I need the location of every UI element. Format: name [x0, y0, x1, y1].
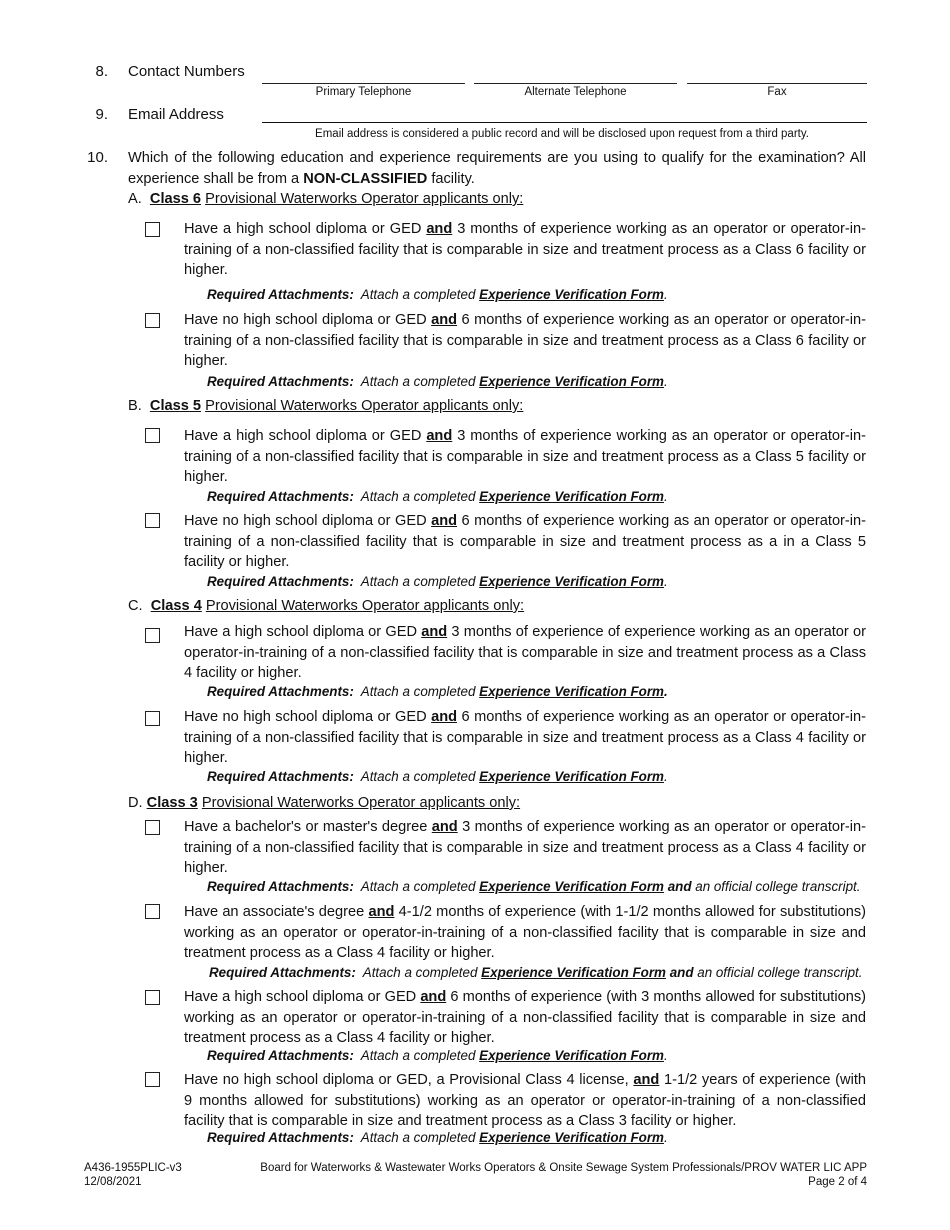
- option-d4-text: Have no high school diploma or GED, a Provisional Class 4 license, and 1-1/2 years of experience (with 9 months allowed for substitutions) working as an operator or operator-in-training of a non-classified facility that is comparable in size and treatment process as a Class 3 facility or higher.: [184, 1072, 866, 1129]
- email-public-record-note: Email address is considered a public record and will be disclosed upon request from a third party.: [315, 128, 809, 140]
- option-d4-checkbox[interactable]: [145, 1072, 160, 1087]
- section-b-heading: B. Class 5 Provisional Waterworks Operator applicants only:: [128, 398, 524, 414]
- item-number: 10.: [87, 149, 108, 166]
- option-d1-text: Have a bachelor's or master's degree and 3 months of experience working as an operator or operator-in-training of a non-classified facility that is comparable in size and treatment process as a Class 4 facility or higher.: [184, 819, 866, 876]
- option-c2-text: Have no high school diploma or GED and 6 months of experience working as an operator or operator-in-training of a non-classified facility that is comparable in size and treatment process as a Class 4 facility or higher.: [184, 709, 866, 766]
- option-b1-text: Have a high school diploma or GED and 3 months of experience working as an operator or operator-in-training of a non-classified facility that is comparable in size and treatment process as a Class 5 facility or higher.: [184, 428, 866, 485]
- footer-form-info: [84, 1161, 182, 1189]
- form-id: A436-1955PLIC-v3: [84, 1162, 182, 1174]
- alternate-telephone-field[interactable]: [474, 83, 677, 84]
- primary-telephone-caption: Primary Telephone: [315, 86, 412, 98]
- footer-board-info: [260, 1161, 867, 1189]
- required-attachments: Required Attachments: Attach a completed Experience Verification Form.: [207, 1048, 668, 1063]
- option-a2-checkbox[interactable]: [145, 313, 160, 328]
- fax-field[interactable]: [687, 83, 867, 84]
- required-attachments: Required Attachments: Attach a completed Experience Verification Form.: [207, 374, 668, 389]
- option-d3-text: Have a high school diploma or GED and 6 months of experience (with 3 months allowed for substitutions) working as an operator or operator-in-training of a non-classified facility that is comparable in size and treatment process as a Class 4 facility or higher.: [184, 989, 866, 1046]
- option-b2-checkbox[interactable]: [145, 513, 160, 528]
- fax-caption: Fax: [767, 86, 787, 98]
- option-d2-text: Have an associate's degree and 4-1/2 months of experience (with 1-1/2 months allowed for substitutions) working as an operator or operator-in-training of a non-classified facility that is comparable in size and treatment process as a Class 4 facility or higher.: [184, 904, 866, 961]
- option-c2-checkbox[interactable]: [145, 711, 160, 726]
- option-c1-checkbox[interactable]: [145, 628, 160, 643]
- required-attachments: Required Attachments: Attach a completed Experience Verification Form.: [207, 489, 668, 504]
- option-d3-checkbox[interactable]: [145, 990, 160, 1005]
- option-d1-checkbox[interactable]: [145, 820, 160, 835]
- alternate-telephone-caption: Alternate Telephone: [524, 86, 627, 98]
- required-attachments-with-transcript: Required Attachments: Attach a completed Experience Verification Form and an official college transcript.: [209, 965, 863, 980]
- option-b1-checkbox[interactable]: [145, 428, 160, 443]
- question-text: Which of the following education and experience requirements are you using to qualify for the examination? All experience shall be from a NON-CLASSIFIED facility.: [128, 150, 866, 187]
- contact-numbers-label: Contact Numbers: [128, 63, 245, 80]
- form-date: 12/08/2021: [84, 1176, 142, 1188]
- required-attachments: Required Attachments: Attach a completed Experience Verification Form.: [207, 1130, 668, 1145]
- board-name: Board for Waterworks & Wastewater Works Operators & Onsite Sewage System Professionals/PROV WATER LIC APP: [260, 1162, 867, 1174]
- required-attachments: Required Attachments: Attach a completed Experience Verification Form.: [207, 684, 668, 699]
- item-number: 9.: [95, 106, 108, 123]
- option-b2-text: Have no high school diploma or GED and 6 months of experience working as an operator or operator-in-training of a non-classified facility that is comparable in size and treatment process as a in a Class 5 facility or higher.: [184, 513, 866, 570]
- primary-telephone-field[interactable]: [262, 83, 465, 84]
- section-c-heading: C. Class 4 Provisional Waterworks Operator applicants only:: [128, 598, 525, 614]
- option-c1-text: Have a high school diploma or GED and 3 months of experience of experience working as an operator or operator-in-training of a non-classified facility that is comparable in size and treatment process as a Class 4 facility or higher.: [184, 624, 866, 681]
- required-attachments: Required Attachments: Attach a completed Experience Verification Form.: [207, 769, 668, 784]
- option-a1-checkbox[interactable]: [145, 222, 160, 237]
- option-a2-text: Have no high school diploma or GED and 6 months of experience working as an operator or operator-in-training of a non-classified facility that is comparable in size and treatment process as a Class 6 facility or higher.: [184, 312, 866, 369]
- page-number: Page 2 of 4: [808, 1176, 867, 1188]
- option-a1-text: Have a high school diploma or GED and 3 months of experience working as an operator or operator-in-training of a non-classified facility that is comparable in size and treatment process as a Class 6 facility or higher.: [184, 221, 866, 278]
- section-a-heading: A. Class 6 Provisional Waterworks Operator applicants only:: [128, 191, 524, 207]
- email-address-field[interactable]: [262, 122, 867, 123]
- email-address-label: Email Address: [128, 106, 224, 123]
- section-d-heading: D. Class 3 Provisional Waterworks Operator applicants only:: [128, 795, 521, 811]
- required-attachments: Required Attachments: Attach a completed Experience Verification Form.: [207, 287, 668, 302]
- required-attachments: Required Attachments: Attach a completed Experience Verification Form.: [207, 574, 668, 589]
- option-d2-checkbox[interactable]: [145, 904, 160, 919]
- required-attachments-with-transcript: Required Attachments: Attach a completed Experience Verification Form and an official college transcript.: [207, 879, 861, 894]
- item-number: 8.: [95, 63, 108, 80]
